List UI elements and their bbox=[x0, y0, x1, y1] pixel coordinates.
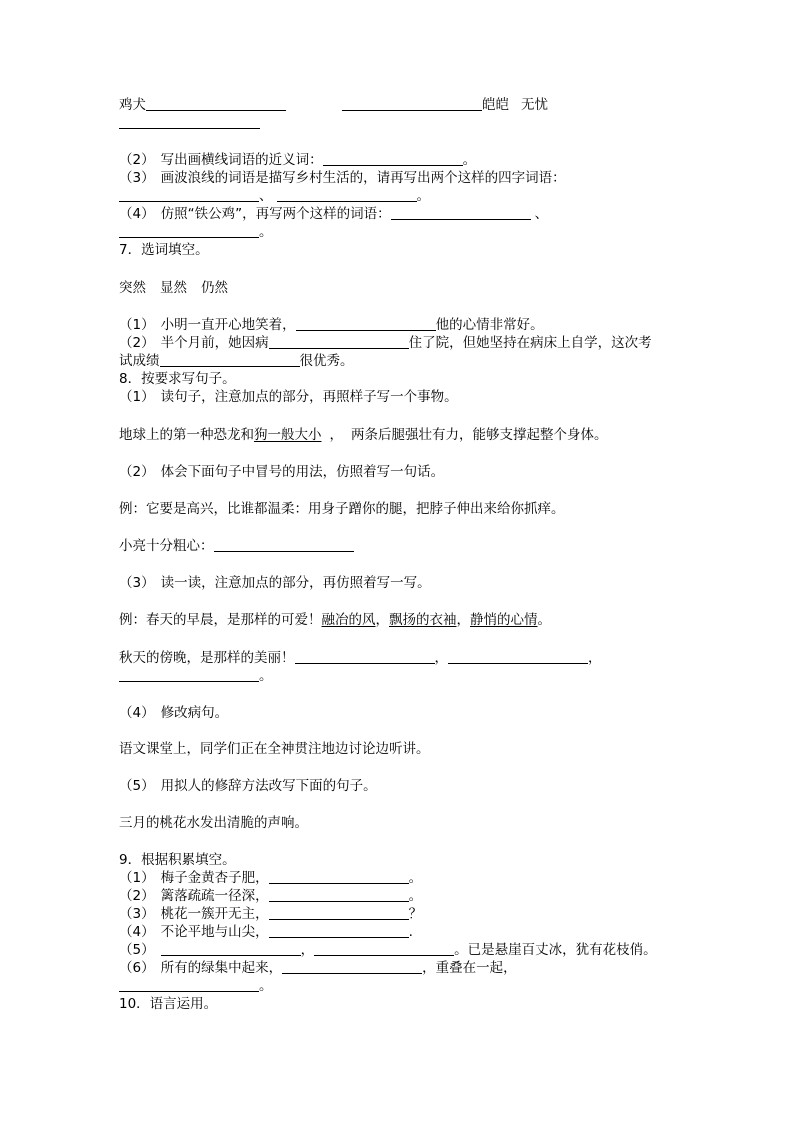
punct: ， bbox=[375, 612, 389, 628]
punct: 。 bbox=[259, 224, 273, 240]
punct: . bbox=[408, 924, 413, 940]
answer-blank[interactable] bbox=[323, 151, 463, 166]
word-option: 显然 bbox=[160, 280, 187, 296]
item-number: （3） bbox=[119, 170, 155, 186]
item-text: 用拟人的修辞方法改写下面的句子。 bbox=[160, 778, 377, 794]
answer-blank[interactable] bbox=[282, 959, 422, 974]
q7-item-2 bbox=[119, 334, 652, 352]
item-text: 读一读，注意加点的部分，再仿照着写一写。 bbox=[160, 575, 431, 591]
item-number: （2） bbox=[119, 464, 155, 480]
item-text: ，重叠在一起， bbox=[422, 960, 517, 976]
q6-left-word: 鸡犬 bbox=[119, 97, 146, 113]
sentence-text: 例：春天的早晨，是那样的可爱！ bbox=[119, 612, 322, 628]
punct: ， bbox=[434, 650, 448, 666]
q7-word-bank bbox=[119, 279, 228, 297]
q8-item-2-example: 例：它要是高兴，比谁都温柔：用身子蹭你的腿，把脖子伸出来给你抓痒。 bbox=[119, 501, 565, 517]
underlined-phrase: 融冶的风 bbox=[321, 612, 376, 628]
punct: 。 bbox=[259, 668, 273, 684]
answer-blank[interactable] bbox=[119, 187, 259, 202]
item-number: （4） bbox=[119, 924, 155, 940]
q6-right-tail: 无忧 bbox=[521, 97, 548, 113]
word-option: 突然 bbox=[119, 280, 146, 296]
item-text: 秋天的傍晚，是那样的美丽！ bbox=[119, 650, 295, 666]
q8-item-5 bbox=[119, 777, 377, 795]
item-number: （3） bbox=[119, 906, 155, 922]
q9-item-6 bbox=[119, 959, 517, 977]
punct: ， bbox=[456, 612, 470, 628]
q8-title: 8．按要求写句子。 bbox=[119, 371, 236, 387]
q6-item-2 bbox=[119, 151, 476, 169]
item-number: （2） bbox=[119, 152, 155, 168]
answer-blank[interactable] bbox=[269, 334, 409, 349]
answer-blank[interactable] bbox=[269, 887, 409, 902]
item-text: 桃花一簇开无主， bbox=[160, 906, 269, 922]
item-text: 写出画横线词语的近义词： bbox=[160, 152, 323, 168]
item-number: （1） bbox=[119, 389, 155, 405]
q8-item-1-sentence bbox=[119, 426, 608, 444]
q9-item-4 bbox=[119, 923, 413, 941]
item-text: 读句子，注意加点的部分，再照样子写一个事物。 bbox=[160, 389, 458, 405]
punct: 。 bbox=[259, 978, 273, 994]
q8-item-5-sentence: 三月的桃花水发出清脆的声响。 bbox=[119, 815, 308, 831]
q6-item-3 bbox=[119, 169, 566, 187]
punct: ， bbox=[329, 427, 343, 443]
punct: 。 bbox=[537, 612, 551, 628]
q9-title: 9．根据积累填空。 bbox=[119, 852, 236, 868]
punct: 。 bbox=[416, 188, 430, 204]
answer-blank[interactable] bbox=[295, 649, 435, 664]
item-text: 体会下面句子中冒号的用法，仿照着写一句话。 bbox=[160, 464, 445, 480]
answer-blank[interactable] bbox=[161, 941, 301, 956]
q8-item-4-sentence: 语文课堂上，同学们正在全神贯注地边讨论边听讲。 bbox=[119, 741, 430, 757]
item-text: 所有的绿集中起来， bbox=[160, 960, 283, 976]
answer-blank[interactable] bbox=[448, 649, 588, 664]
q9-item-2 bbox=[119, 887, 422, 905]
punct: ， bbox=[588, 650, 602, 666]
answer-blank[interactable] bbox=[296, 316, 436, 331]
q8-item-2-prompt bbox=[119, 537, 354, 555]
item-text: 修改病句。 bbox=[160, 705, 229, 721]
item-number: （2） bbox=[119, 335, 155, 351]
item-text: 小亮十分粗心： bbox=[119, 538, 214, 554]
item-text: 半个月前，她因病 bbox=[160, 335, 269, 351]
q9-item-1 bbox=[119, 869, 422, 887]
q6-second-row bbox=[119, 114, 260, 132]
item-text: 。已是悬崖百丈冰，犹有花枝俏。 bbox=[454, 942, 657, 958]
q6-first-row bbox=[119, 96, 548, 114]
punct: 、 bbox=[259, 188, 273, 204]
underlined-phrase: 飘扬的衣袖 bbox=[389, 612, 457, 628]
item-number: （1） bbox=[119, 317, 155, 333]
punct: 、 bbox=[534, 206, 549, 222]
item-number: （3） bbox=[119, 575, 155, 591]
item-text: 不论平地与山尖， bbox=[160, 924, 269, 940]
punct: 。 bbox=[408, 888, 423, 904]
q8-item-3-prompt bbox=[119, 649, 602, 667]
q8-item-4 bbox=[119, 704, 228, 722]
item-text: 住了院，但她坚持在病床上自学，这次考 bbox=[408, 335, 652, 351]
q7-item-2-cont bbox=[119, 352, 354, 370]
q9-item-3 bbox=[119, 905, 422, 923]
answer-blank[interactable] bbox=[160, 352, 300, 367]
item-text: 画波浪线的词语是描写乡村生活的，请再写出两个这样的四字词语： bbox=[160, 170, 566, 186]
answer-blank[interactable] bbox=[119, 223, 259, 238]
answer-blank[interactable] bbox=[119, 114, 260, 129]
answer-blank[interactable] bbox=[342, 96, 482, 111]
word-option: 仍然 bbox=[201, 280, 228, 296]
item-text: 仿照“铁公鸡”，再写两个这样的词语： bbox=[160, 206, 391, 222]
item-number: （6） bbox=[119, 960, 155, 976]
answer-blank[interactable] bbox=[391, 205, 531, 220]
sentence-text: 地球上的第一种恐龙和 bbox=[119, 427, 254, 443]
answer-blank[interactable] bbox=[269, 923, 409, 938]
answer-blank[interactable] bbox=[277, 187, 417, 202]
item-text: 梅子金黄杏子肥， bbox=[160, 870, 269, 886]
item-text: 试成绩 bbox=[119, 353, 160, 369]
punct: ， bbox=[300, 942, 315, 958]
punct: 。 bbox=[408, 870, 423, 886]
sentence-text: 两条后腿强壮有力，能够支撑起整个身体。 bbox=[351, 427, 608, 443]
punct: 。 bbox=[462, 152, 477, 168]
item-number: （1） bbox=[119, 870, 155, 886]
item-number: （4） bbox=[119, 206, 155, 222]
q6-item-4-answers bbox=[119, 223, 273, 241]
q10-title: 10．语言运用。 bbox=[119, 996, 218, 1012]
answer-blank[interactable] bbox=[269, 905, 409, 920]
answer-blank[interactable] bbox=[269, 869, 409, 884]
q8-item-1 bbox=[119, 388, 458, 406]
answer-blank[interactable] bbox=[314, 941, 454, 956]
q9-item-5 bbox=[119, 941, 657, 959]
underlined-phrase: 静悄的心情 bbox=[470, 612, 538, 628]
q7-item-1 bbox=[119, 316, 544, 334]
item-text: 小明一直开心地笑着， bbox=[160, 317, 296, 333]
q6-right-word: 皑皑 bbox=[482, 97, 509, 113]
answer-blank[interactable] bbox=[119, 977, 259, 992]
item-number: （5） bbox=[119, 778, 155, 794]
q8-item-3-example bbox=[119, 611, 551, 629]
q8-item-3 bbox=[119, 574, 431, 592]
punct: ？ bbox=[408, 906, 423, 922]
q6-item-4 bbox=[119, 205, 548, 223]
q9-item-6-answers bbox=[119, 977, 273, 995]
item-text: 他的心情非常好。 bbox=[435, 317, 544, 333]
q7-title: 7．选词填空。 bbox=[119, 242, 209, 258]
item-number: （4） bbox=[119, 705, 155, 721]
q8-item-2 bbox=[119, 463, 444, 481]
q8-item-3-answers bbox=[119, 667, 273, 685]
answer-blank[interactable] bbox=[214, 537, 354, 552]
item-number: （5） bbox=[119, 942, 155, 958]
item-text: 很优秀。 bbox=[299, 353, 354, 369]
item-text: 篱落疏疏一径深， bbox=[160, 888, 269, 904]
answer-blank[interactable] bbox=[146, 96, 286, 111]
q6-item-3-answers bbox=[119, 187, 430, 205]
underlined-phrase: 狗一般大小 bbox=[254, 427, 322, 443]
item-number: （2） bbox=[119, 888, 155, 904]
answer-blank[interactable] bbox=[119, 667, 259, 682]
